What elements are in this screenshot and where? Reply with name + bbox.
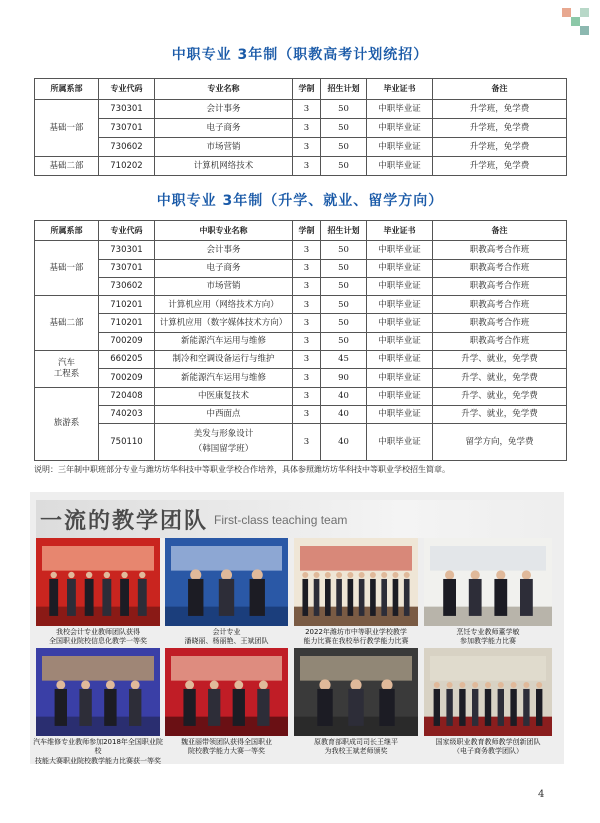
note-cell: 职教高考合作班 <box>433 314 567 332</box>
table-header-row <box>35 221 567 241</box>
cert-cell: 中职毕业证 <box>367 259 433 277</box>
dept-cell <box>35 351 99 388</box>
footnote: 说明：三年制中职班部分专业与潍坊坊华科技中等职业学校合作培养，具体参照潍坊坊华科技中等职业学校招生简章。 <box>34 465 450 474</box>
dept-cell: 基础二部 <box>35 157 99 176</box>
col-header-cert: 毕业证书 <box>367 221 433 241</box>
table-row <box>35 351 567 369</box>
note-cell: 职教高考合作班 <box>433 332 567 350</box>
plan-cell: 50 <box>321 100 367 119</box>
note-cell: 升学、就业，免学费 <box>433 351 567 369</box>
col-header-name: 中职专业名称 <box>155 221 293 241</box>
code-cell: 740203 <box>99 405 155 423</box>
code-cell: 700209 <box>99 332 155 350</box>
major-name-cell: 新能源汽车运用与维修 <box>155 332 293 350</box>
table-row <box>35 296 567 314</box>
photo-caption <box>161 738 292 757</box>
years-cell: 3 <box>293 138 321 157</box>
table-row <box>35 157 567 176</box>
note-cell: 职教高考合作班 <box>433 296 567 314</box>
cert-cell: 中职毕业证 <box>367 314 433 332</box>
col-header-code: 专业代码 <box>99 221 155 241</box>
cert-cell: 中职毕业证 <box>367 369 433 387</box>
code-cell: 730701 <box>99 259 155 277</box>
team-photo <box>165 538 288 626</box>
caption-line-1: 汽车维修专业教师参加2018年全国职业院校 <box>33 738 163 756</box>
team-subtitle: First-class teaching team <box>214 513 348 527</box>
years-cell: 3 <box>293 259 321 277</box>
dept-line-2: 工程系 <box>53 368 80 379</box>
caption-line-2: 为我校王斌老师颁奖 <box>324 747 388 756</box>
team-title: 一流的教学团队 <box>40 508 209 534</box>
code-cell: 730301 <box>99 241 155 259</box>
cert-cell: 中职毕业证 <box>367 296 433 314</box>
major-name-cell: 电子商务 <box>155 259 293 277</box>
years-cell: 3 <box>293 241 321 259</box>
cert-cell: 中职毕业证 <box>367 157 433 176</box>
caption-line-1: 原教育部职成司司长王继平 <box>314 738 398 746</box>
note-cell: 留学方向，免学费 <box>433 424 567 461</box>
team-photo <box>294 648 418 736</box>
years-cell: 3 <box>293 277 321 295</box>
major-name-cell: 新能源汽车运用与维修 <box>155 369 293 387</box>
years-cell: 3 <box>293 387 321 405</box>
years-cell: 3 <box>293 405 321 423</box>
caption-line-2: 能力比赛在我校举行教学能力比赛 <box>303 637 409 646</box>
plan-cell: 50 <box>321 119 367 138</box>
code-cell: 710201 <box>99 314 155 332</box>
code-cell: 730701 <box>99 119 155 138</box>
caption-line-2: 技能大赛职业院校教学能力比赛获一等奖 <box>35 756 161 765</box>
years-cell: 3 <box>293 351 321 369</box>
table-row <box>35 332 567 350</box>
code-cell: 720408 <box>99 387 155 405</box>
caption-line-2: 潘晓丽、杨丽艳、王斌团队 <box>184 637 269 646</box>
note-cell: 职教高考合作班 <box>433 259 567 277</box>
major-name-cell: 市场营销 <box>155 138 293 157</box>
code-cell: 700209 <box>99 369 155 387</box>
code-cell: 730301 <box>99 100 155 119</box>
col-header-plan: 招生计划 <box>321 79 367 100</box>
team-photo <box>424 538 552 626</box>
plan-cell: 40 <box>321 405 367 423</box>
years-cell: 3 <box>293 119 321 138</box>
photo-caption <box>290 628 422 647</box>
major-name-cell: 会计事务 <box>155 100 293 119</box>
page-number: 4 <box>538 789 545 800</box>
plan-cell: 50 <box>321 259 367 277</box>
plan-cell: 50 <box>321 138 367 157</box>
note-cell: 升学班，免学费 <box>433 100 567 119</box>
caption-line-1: 国家级职业教育教师教学创新团队 <box>435 738 541 746</box>
photo-caption <box>290 738 422 757</box>
table-row <box>35 241 567 259</box>
photo-caption <box>420 628 556 647</box>
major-name-line-1: 美发与形象设计 <box>193 429 254 440</box>
plan-cell: 50 <box>321 314 367 332</box>
caption-line-2: 参加教学能力比赛 <box>460 637 516 646</box>
col-header-name: 专业名称 <box>155 79 293 100</box>
plan-cell: 50 <box>321 277 367 295</box>
years-cell: 3 <box>293 296 321 314</box>
code-cell: 710201 <box>99 296 155 314</box>
cert-cell: 中职毕业证 <box>367 332 433 350</box>
table-row <box>35 314 567 332</box>
note-cell: 职教高考合作班 <box>433 277 567 295</box>
code-cell: 710202 <box>99 157 155 176</box>
cert-cell: 中职毕业证 <box>367 138 433 157</box>
col-header-note: 备注 <box>433 221 567 241</box>
team-photo <box>36 538 160 626</box>
cert-cell: 中职毕业证 <box>367 241 433 259</box>
note-cell: 职教高考合作班 <box>433 241 567 259</box>
major-name-cell: 市场营销 <box>155 277 293 295</box>
cert-cell: 中职毕业证 <box>367 100 433 119</box>
note-cell: 升学、就业，免学费 <box>433 405 567 423</box>
team-photo <box>424 648 552 736</box>
photo-caption <box>32 738 164 766</box>
col-header-dept: 所属系部 <box>35 221 99 241</box>
col-header-years: 学制 <box>293 221 321 241</box>
cert-cell: 中职毕业证 <box>367 277 433 295</box>
photo-caption <box>32 628 164 647</box>
note-cell: 升学班，免学费 <box>433 138 567 157</box>
table1-title: 中职专业 3年制（职教高考计划统招） <box>171 47 429 63</box>
code-cell: 660205 <box>99 351 155 369</box>
caption-line-1: 2022年潍坊市中等职业学校教学 <box>305 628 407 636</box>
major-name-cell <box>155 424 293 461</box>
note-cell: 升学、就业，免学费 <box>433 387 567 405</box>
team-header <box>36 500 558 538</box>
years-cell: 3 <box>293 332 321 350</box>
caption-line-2: 院校教学能力大赛一等奖 <box>188 747 265 756</box>
col-header-plan: 招生计划 <box>321 221 367 241</box>
note-cell: 升学班，免学费 <box>433 119 567 138</box>
caption-line-1: 会计专业 <box>212 628 241 636</box>
major-name-cell: 计算机应用（网络技术方向） <box>155 296 293 314</box>
cert-cell: 中职毕业证 <box>367 405 433 423</box>
photo-caption <box>420 738 556 757</box>
major-name-cell: 制冷和空调设备运行与维护 <box>155 351 293 369</box>
code-cell: 730602 <box>99 138 155 157</box>
team-photo <box>36 648 160 736</box>
major-name-cell: 计算机应用（数字媒体技术方向） <box>155 314 293 332</box>
cert-cell: 中职毕业证 <box>367 351 433 369</box>
major-name-cell: 中西面点 <box>155 405 293 423</box>
table-row <box>35 405 567 423</box>
plan-cell: 45 <box>321 351 367 369</box>
table-row <box>35 387 567 405</box>
col-header-note: 备注 <box>433 79 567 100</box>
plan-cell: 50 <box>321 157 367 176</box>
col-header-dept: 所属系部 <box>35 79 99 100</box>
col-header-cert: 毕业证书 <box>367 79 433 100</box>
table-header-row <box>35 79 567 100</box>
major-name-cell: 中医康复技术 <box>155 387 293 405</box>
table-row <box>35 259 567 277</box>
program-table-2 <box>34 220 567 461</box>
years-cell: 3 <box>293 369 321 387</box>
table-row <box>35 277 567 295</box>
corner-decoration <box>562 8 590 36</box>
table-row <box>35 119 567 138</box>
plan-cell: 40 <box>321 424 367 461</box>
team-photo <box>294 538 418 626</box>
dept-cell: 基础一部 <box>35 241 99 296</box>
note-cell: 升学、就业，免学费 <box>433 369 567 387</box>
team-photo <box>165 648 288 736</box>
plan-cell: 50 <box>321 241 367 259</box>
table-row <box>35 100 567 119</box>
years-cell: 3 <box>293 100 321 119</box>
years-cell: 3 <box>293 157 321 176</box>
years-cell: 3 <box>293 314 321 332</box>
caption-line-2: （电子商务教学团队） <box>453 747 523 756</box>
major-name-line-2: （韩国留学班） <box>193 444 254 455</box>
cert-cell: 中职毕业证 <box>367 387 433 405</box>
dept-line-1: 汽车 <box>57 358 75 369</box>
major-name-cell: 电子商务 <box>155 119 293 138</box>
dept-cell: 基础一部 <box>35 100 99 157</box>
plan-cell: 50 <box>321 296 367 314</box>
dept-cell: 旅游系 <box>35 387 99 460</box>
table-row <box>35 369 567 387</box>
plan-cell: 40 <box>321 387 367 405</box>
dept-cell: 基础二部 <box>35 296 99 351</box>
cert-cell: 中职毕业证 <box>367 424 433 461</box>
col-header-years: 学制 <box>293 79 321 100</box>
caption-line-1: 烹饪专业教师董学敏 <box>456 628 520 636</box>
plan-cell: 90 <box>321 369 367 387</box>
code-cell: 730602 <box>99 277 155 295</box>
col-header-code: 专业代码 <box>99 79 155 100</box>
code-cell: 750110 <box>99 424 155 461</box>
note-cell: 升学班，免学费 <box>433 157 567 176</box>
caption-line-2: 全国职业院校信息化教学一等奖 <box>49 637 147 646</box>
cert-cell: 中职毕业证 <box>367 119 433 138</box>
table-row <box>35 138 567 157</box>
photo-caption <box>161 628 292 647</box>
program-table-1 <box>34 78 567 176</box>
table-row <box>35 424 567 461</box>
table2-title: 中职专业 3年制（升学、就业、留学方向） <box>156 193 444 209</box>
plan-cell: 50 <box>321 332 367 350</box>
major-name-cell: 会计事务 <box>155 241 293 259</box>
years-cell: 3 <box>293 424 321 461</box>
caption-line-1: 魏亚丽带领团队获得全国职业 <box>181 738 272 746</box>
caption-line-1: 我校会计专业教师团队获得 <box>56 628 140 636</box>
major-name-cell: 计算机网络技术 <box>155 157 293 176</box>
